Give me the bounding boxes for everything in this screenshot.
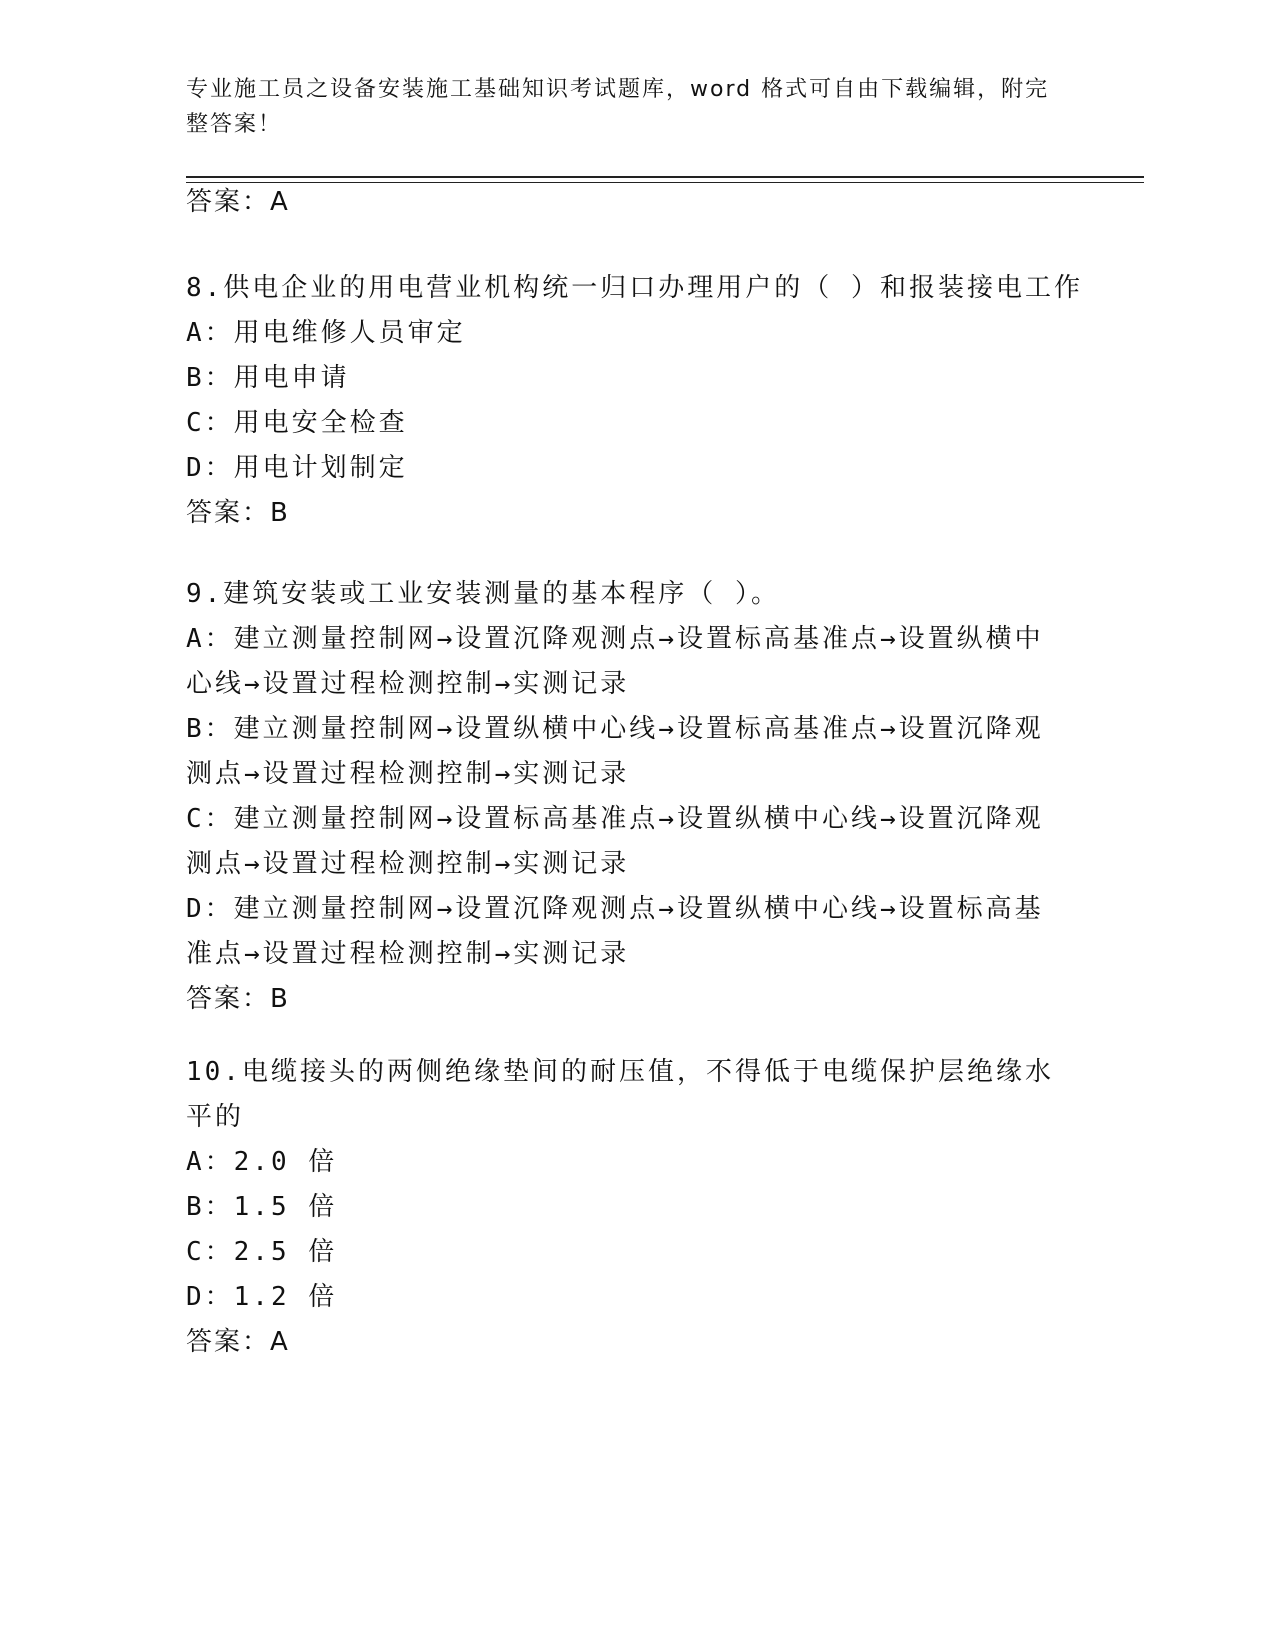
option-b: B：1.5 倍 [186,1192,338,1222]
option-b: B：建立测量控制网→设置纵横中心线→设置标高基准点→设置沉降观测点→设置过程检测控制→实测记录 [186,714,1044,789]
question-text: 10.电缆接头的两侧绝缘垫间的耐压值，不得低于电缆保护层绝缘水平的 [186,1057,1054,1132]
document-header: 专业施工员之设备安装施工基础知识考试题库，word 格式可自由下载编辑，附完整答案！ [186,77,1050,137]
answer-label: 答案：A [186,1327,290,1357]
question-text: 9.建筑安装或工业安装测量的基本程序（ ）。 [186,579,780,609]
option-a: A：2.0 倍 [186,1147,338,1177]
option-d: D：1.2 倍 [186,1282,338,1312]
answer-label: 答案：B [186,498,290,528]
option-c: C：建立测量控制网→设置标高基准点→设置纵横中心线→设置沉降观测点→设置过程检测控制→实测记录 [186,804,1044,879]
option-a: A：用电维修人员审定 [186,318,466,348]
option-a: A：建立测量控制网→设置沉降观测点→设置标高基准点→设置纵横中心线→设置过程检测控制→实测记录 [186,624,1044,699]
option-c: C：用电安全检查 [186,408,408,438]
header-divider-thick [186,176,1144,178]
question-text: 8.供电企业的用电营业机构统一归口办理用户的（ ）和报装接电工作 [186,273,1083,303]
option-b: B：用电申请 [186,363,350,393]
option-d: D：用电计划制定 [186,453,408,483]
question-8 [186,266,1083,536]
answer-7 [186,180,1066,225]
option-d: D：建立测量控制网→设置沉降观测点→设置纵横中心线→设置标高基准点→设置过程检测控制→实测记录 [186,894,1044,969]
question-10 [186,1050,1066,1365]
option-c: C：2.5 倍 [186,1237,338,1267]
answer-label: 答案：B [186,984,290,1014]
answer-label: 答案：A [186,187,290,217]
question-9 [186,572,1066,1022]
